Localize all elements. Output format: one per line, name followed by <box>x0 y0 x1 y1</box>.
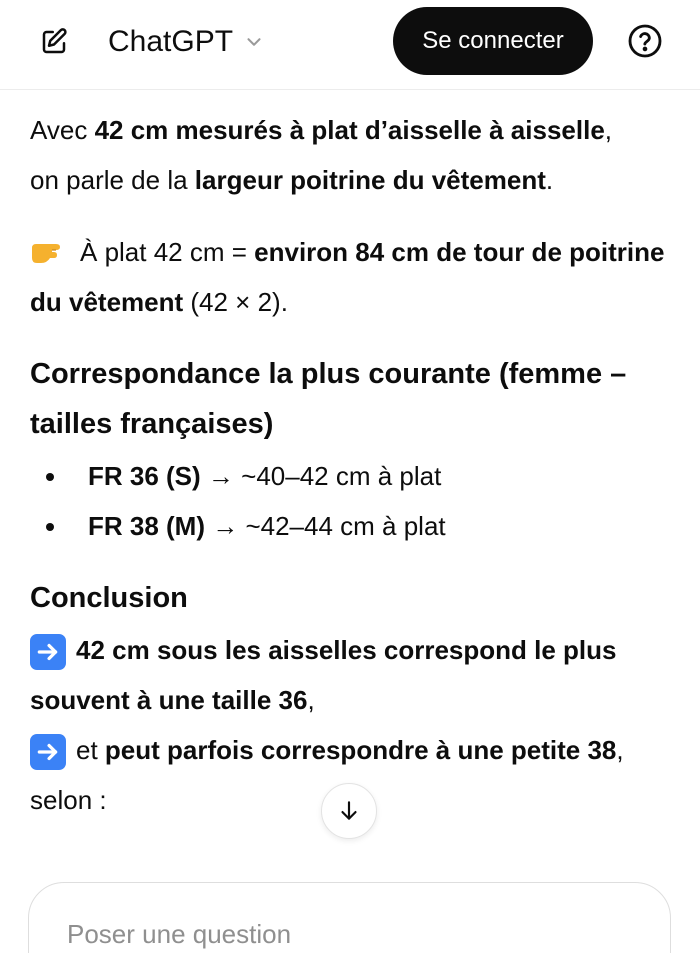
scroll-to-bottom-button[interactable] <box>321 783 377 839</box>
paragraph-circumference: À plat 42 cm = environ 84 cm de tour de poitrine du vêtement (42 × 2). <box>30 237 665 317</box>
top-bar <box>0 0 700 90</box>
bullet-dot <box>46 523 54 531</box>
right-arrow-emoji <box>30 734 66 770</box>
heading-correspondence: Correspondance la plus courante (femme – tailles françaises) <box>30 358 627 440</box>
help-button[interactable] <box>626 22 664 60</box>
help-circle-icon <box>627 23 663 59</box>
model-name: ChatGPT <box>108 25 234 58</box>
size-list <box>30 451 670 551</box>
list-item: FR 36 (S) → ~40–42 cm à plat <box>30 451 670 501</box>
assistant-message <box>30 105 670 825</box>
chevron-down-icon <box>243 31 265 53</box>
composer-placeholder: Poser une question <box>67 919 292 949</box>
model-selector[interactable] <box>108 22 265 62</box>
message-composer[interactable] <box>28 882 671 953</box>
arrow-down-icon <box>336 798 362 824</box>
list-item: FR 38 (M) → ~42–44 cm à plat <box>30 501 670 551</box>
new-chat-button[interactable] <box>34 22 74 62</box>
bullet-dot <box>46 473 54 481</box>
paragraph-measurement: Avec 42 cm mesurés à plat d’aisselle à aisselle, on parle de la largeur poitrine du vêtement. <box>30 115 613 195</box>
login-button[interactable]: Se connecter <box>393 7 593 75</box>
right-arrow-emoji <box>30 634 66 670</box>
pointing-right-emoji <box>30 236 70 266</box>
paragraph-conclusion: 42 cm sous les aisselles correspond le plus souvent à une taille 36, et peut parfois correspondre à une petite 38, selon : <box>30 635 624 815</box>
heading-conclusion: Conclusion <box>30 582 188 614</box>
edit-icon <box>39 27 69 57</box>
